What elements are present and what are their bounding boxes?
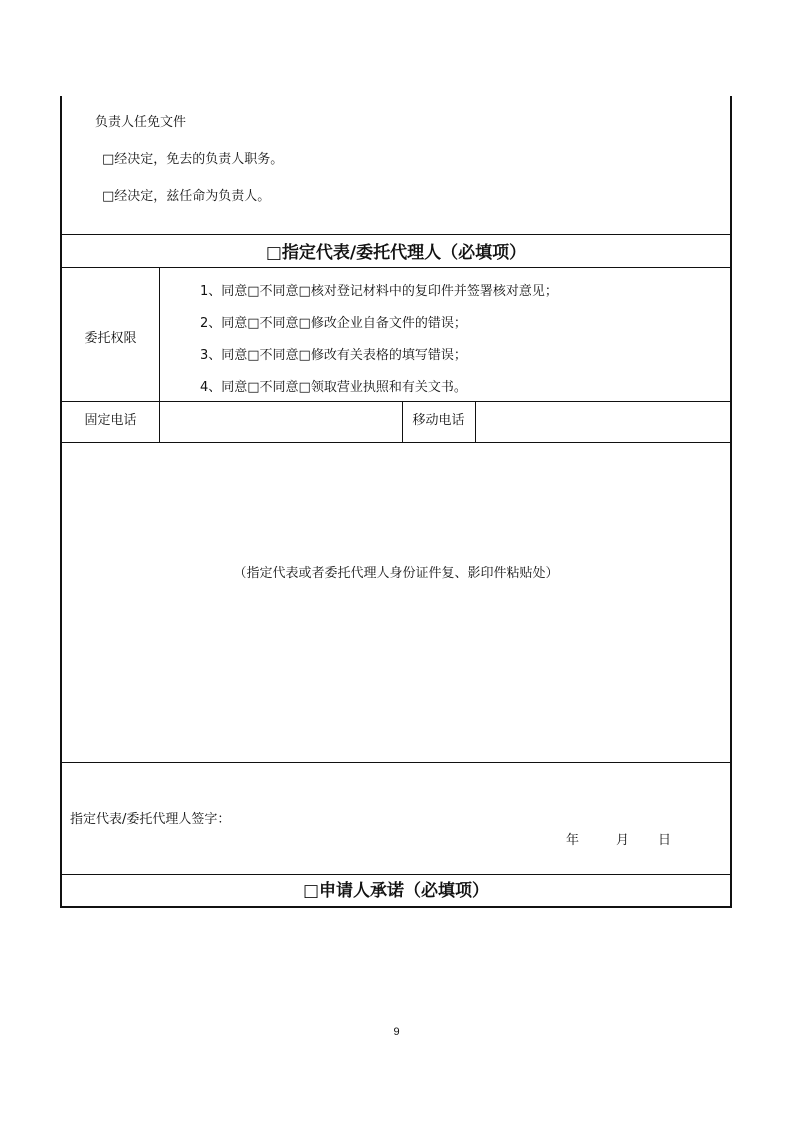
divider	[159, 267, 160, 401]
commitment-section-heading[interactable]: □申请人承诺（必填项）	[302, 881, 490, 901]
divider	[62, 442, 730, 443]
divider	[62, 762, 730, 763]
divider	[62, 234, 730, 235]
page-number: 9	[393, 1026, 400, 1038]
agent-section-heading[interactable]: □指定代表/委托代理人（必填项）	[265, 243, 527, 263]
appoint-option[interactable]: □经决定，兹任命为负责人。	[102, 189, 271, 204]
authority-item[interactable]: 2、同意□不同意□修改企业自备文件的错误；	[200, 316, 467, 331]
date-month: 月	[616, 833, 630, 848]
fixed-phone-label: 固定电话	[84, 413, 137, 428]
mobile-phone-label: 移动电话	[412, 413, 465, 428]
authority-label: 委托权限	[84, 331, 137, 346]
date-year: 年	[566, 833, 580, 848]
date-day: 日	[658, 833, 672, 848]
authority-item[interactable]: 4、同意□不同意□领取营业执照和有关文书。	[200, 380, 467, 395]
divider	[62, 401, 730, 402]
divider	[62, 874, 730, 875]
authority-item[interactable]: 3、同意□不同意□修改有关表格的填写错误；	[200, 348, 467, 363]
divider	[62, 267, 730, 268]
signature-label: 指定代表/委托代理人签字：	[70, 812, 231, 827]
divider	[475, 401, 476, 442]
authority-item[interactable]: 1、同意□不同意□核对登记材料中的复印件并签署核对意见；	[200, 284, 558, 299]
dismiss-option[interactable]: □经决定，免去的负责人职务。	[102, 152, 284, 167]
id-copy-placeholder: （指定代表或者委托代理人身份证件复、影印件粘贴处）	[233, 566, 559, 581]
divider	[159, 401, 160, 442]
form-table	[60, 96, 732, 908]
dismissal-title: 负责人任免文件	[95, 115, 187, 130]
